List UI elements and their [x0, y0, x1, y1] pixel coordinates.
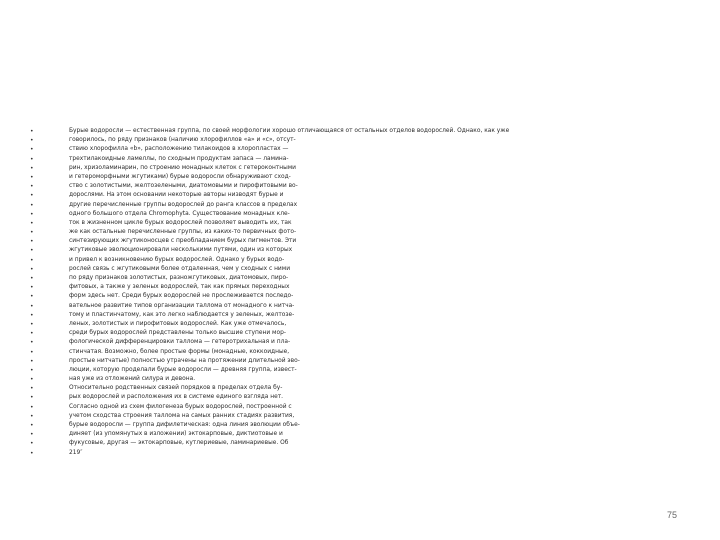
bullet-icon: •: [30, 238, 34, 246]
line-text: тому и пластинчатому, как это легко наблюдается у зеленых, желтозе-: [69, 311, 295, 318]
text-line: [30, 412, 590, 421]
bullet-icon: •: [30, 183, 34, 191]
bullet-icon: •: [30, 440, 34, 448]
text-line: [30, 173, 590, 182]
line-text: рых водорослей и расположения их в системе единого взгляда нет.: [69, 394, 284, 401]
line-text: по ряду признаков золотистых, разножгутиковых, диатомовых, пиро-: [69, 275, 289, 281]
line-text: фукусовые, другая — эктокарповые, кутлериевые, ламинариевые. Об: [69, 440, 289, 447]
bullet-icon: •: [30, 284, 34, 292]
text-line: [30, 127, 590, 136]
text-line: [30, 375, 590, 384]
text-line: [30, 421, 590, 430]
line-text: жгутиковые эволюционировали несколькими путями, один из которых: [69, 247, 293, 254]
bullet-icon: •: [30, 449, 34, 457]
line-text: леных, золотистых и пирофитовых водорослей. Как уже отмечалось,: [69, 320, 287, 327]
text-line: [30, 348, 590, 357]
line-text: и гетероморфными жгутиками) бурые водоросли обнаруживают сход-: [69, 173, 291, 180]
line-text: фитовых, а также у зеленых водорослей, так как прямых переходных: [69, 284, 290, 291]
line-text: среди бурых водорослей представлены только высшие ступени мор-: [69, 330, 286, 337]
text-line: [30, 302, 590, 311]
bullet-icon: •: [30, 320, 34, 328]
bullet-icon: •: [30, 293, 34, 301]
bullet-icon: •: [30, 366, 34, 374]
bullet-icon: •: [30, 229, 34, 237]
text-line: [30, 338, 590, 347]
bullet-icon: •: [30, 412, 34, 420]
bullet-icon: •: [30, 265, 34, 273]
line-text: вательное развитие типов организации таллома от монадного к нитча-: [69, 302, 295, 309]
text-line: [30, 393, 590, 402]
text-line: [30, 219, 590, 228]
text-line: [30, 311, 590, 320]
line-text: стинчатая. Возможно, более простые формы (монадные, коккоидные,: [69, 348, 290, 355]
text-line: [30, 145, 590, 154]
text-line: [30, 201, 590, 210]
bullet-icon: •: [30, 385, 34, 393]
text-line: [30, 246, 590, 255]
text-line: [30, 210, 590, 219]
bullet-icon: •: [30, 302, 34, 310]
bullet-icon: •: [30, 330, 34, 338]
text-line: [30, 430, 590, 439]
text-line: [30, 237, 590, 246]
bullet-icon: •: [30, 357, 34, 365]
text-line: [30, 384, 590, 393]
bullet-icon: •: [30, 422, 34, 429]
bullet-icon: •: [30, 173, 34, 181]
text-line: [30, 191, 590, 200]
bullet-icon: •: [30, 155, 34, 163]
line-text: простые нитчатые) полностью утрачены на протяжении длительной эво-: [69, 357, 300, 364]
text-line: [30, 136, 590, 145]
text-line: [30, 357, 590, 366]
text-line: [30, 439, 590, 448]
text-line: [30, 228, 590, 237]
line-text: трехтилакоидные ламеллы, по сходным продуктам запаса — ламина-: [69, 155, 289, 162]
bullet-icon: •: [30, 311, 34, 319]
text-line: [30, 265, 590, 274]
line-text: ствию хлорофилла «b», расположению тилакоидов в хлоропластах —: [69, 146, 289, 153]
line-text: же как остальные перечисленные группы, из каких-то первичных фото-: [69, 229, 297, 236]
line-text: форм здесь нет. Среди бурых водорослей не прослеживается последо-: [69, 293, 294, 300]
text-body: [30, 127, 590, 458]
text-line: [30, 449, 590, 458]
bullet-icon: •: [30, 339, 34, 347]
text-line: [30, 283, 590, 292]
text-line: [30, 403, 590, 412]
text-line: [30, 320, 590, 329]
bullet-icon: •: [30, 137, 34, 145]
line-text: Относительно родственных связей порядков в пределах отдела бу-: [69, 385, 283, 392]
bullet-icon: •: [30, 394, 34, 402]
bullet-icon: •: [30, 348, 34, 356]
line-text: и привел к возникновению бурых водорослей. Однако у бурых водо-: [69, 256, 285, 263]
line-text: ток в жизненном цикле бурых водорослей позволяет выводить их, так: [69, 219, 292, 226]
line-text: фологической дифференцировки таллома — гетеротрихальная и пла-: [69, 339, 291, 346]
bullet-icon: •: [30, 164, 34, 172]
text-line: [30, 256, 590, 265]
line-text: Бурые водоросли — естественная группа, по своей морфологии хорошо отличающаяся от остальных отделов водорослей. Однако, как уже: [69, 128, 510, 134]
text-line: [30, 155, 590, 164]
line-text: бурые водоросли — группа дифилетическая: одна линия эволюции объе-: [69, 422, 300, 428]
bullet-icon: •: [30, 256, 34, 264]
bullet-icon: •: [30, 431, 34, 439]
text-line: [30, 366, 590, 375]
bullet-icon: •: [30, 192, 34, 200]
line-text: рин, хризоламинарин, по строению монадных клеток с гетероконтными: [69, 164, 297, 171]
bullet-icon: •: [30, 146, 34, 154]
line-text: ство с золотистыми, желтозелеными, диатомовыми и пирофитовыми во-: [69, 183, 298, 190]
bullet-icon: •: [30, 201, 34, 209]
bullet-icon: •: [30, 128, 34, 135]
line-text: ная уже из отложений силура и девона.: [69, 376, 196, 383]
page-number: 75: [666, 510, 677, 520]
text-line: [30, 164, 590, 173]
line-text: дорослями. На этом основании некоторые авторы низводят бурые и: [69, 192, 284, 199]
line-text: рослей связь с жгутиковыми более отдаленная, чем у сходных с ними: [69, 265, 291, 272]
text-line: [30, 292, 590, 301]
bullet-icon: •: [30, 376, 34, 384]
line-text: учетом сходства строения таллома на самых ранних стадиях развития,: [69, 412, 295, 419]
line-text: другие перечисленные группы водорослей до ранга классов в пределах: [69, 201, 298, 208]
bullet-icon: •: [30, 247, 34, 255]
line-text: говорилось, по ряду признаков (наличию хлорофиллов «а» и «с», отсут-: [69, 137, 296, 144]
text-line: [30, 274, 590, 283]
text-line: [30, 329, 590, 338]
line-text: люции, которую проделали бурые водоросли — древняя группа, извест-: [69, 366, 297, 373]
line-text: одного большого отдела Chromophyta. Существование монадных кле-: [69, 210, 290, 217]
line-text: 219″: [69, 449, 83, 456]
bullet-icon: •: [30, 403, 34, 411]
bullet-icon: •: [30, 210, 34, 218]
line-text: Согласно одной из схем филогенеза бурых водорослей, построенной с: [69, 403, 292, 410]
text-line: [30, 182, 590, 191]
line-text: диняет (из упомянутых в изложении) эктокарповые, диктиотовые и: [69, 431, 283, 438]
bullet-icon: •: [30, 219, 34, 227]
bullet-icon: •: [30, 275, 34, 282]
line-text: синтезирующих жгутиконосцев с преобладанием бурых пигментов. Эти: [69, 238, 297, 245]
